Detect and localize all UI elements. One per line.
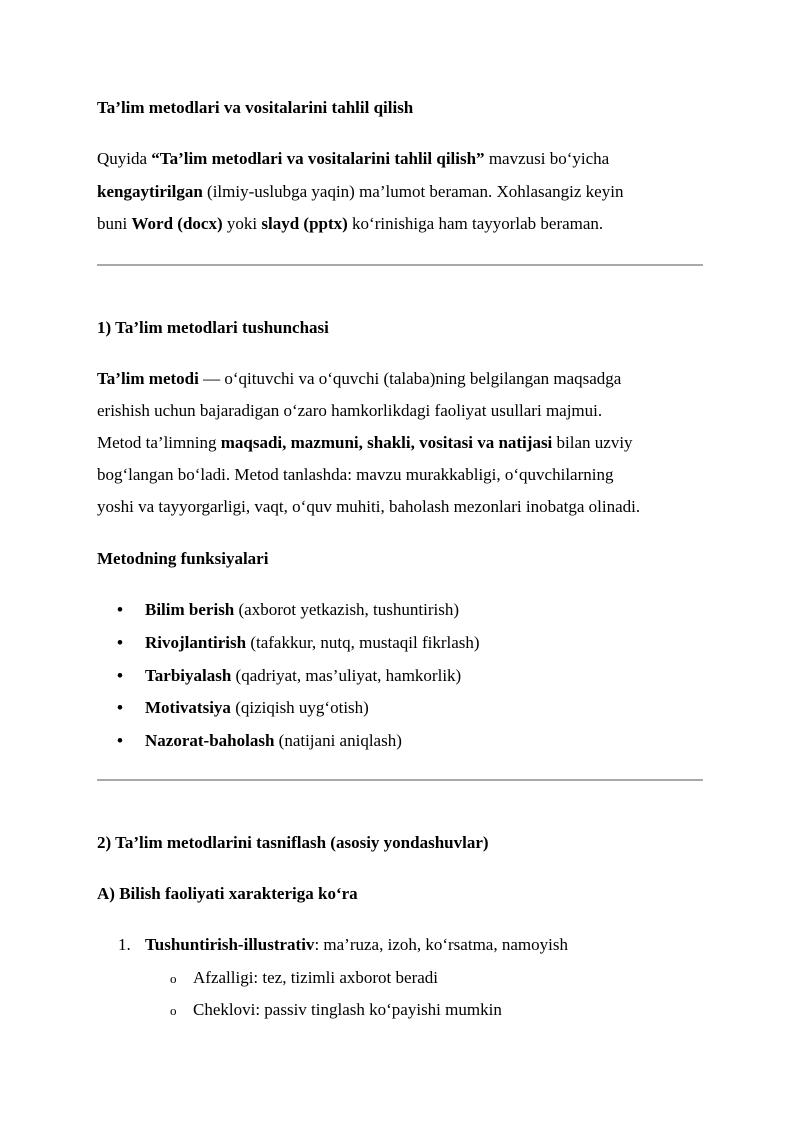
section-2-subheading: A) Bilish faoliyati xarakteriga ko‘ra	[97, 884, 358, 903]
bullet-marker: •	[117, 666, 123, 685]
bullet-marker: •	[117, 633, 123, 652]
section-1-paragraph-line: erishish uchun bajaradigan o‘zaro hamkorlikdagi faoliyat usullari majmui.	[97, 401, 603, 420]
function-desc: (tafakkur, nutq, mustaqil fikrlash)	[246, 633, 480, 652]
paragraph-text: Metod ta’limning	[97, 433, 221, 452]
sub-list-item: Cheklovi: passiv tinglash ko‘payishi mumkin	[193, 1000, 502, 1019]
section-1-paragraph-line: bog‘langan bo‘ladi. Metod tanlashda: mavzu murakkabligi, o‘quvchilarning	[97, 465, 614, 484]
intro-format-word: Word (docx)	[131, 214, 223, 233]
intro-line-2	[97, 181, 623, 203]
list-number: 1.	[118, 935, 131, 954]
sub-bullet-marker: o	[170, 1003, 177, 1018]
intro-format-pptx: slayd (pptx)	[261, 214, 348, 233]
intro-text: yoki	[222, 214, 262, 233]
function-term: Motivatsiya	[145, 698, 231, 717]
list-item	[145, 599, 459, 621]
section-1-paragraph-line: yoshi va tayyorgarligi, vaqt, o‘quv muhiti, baholash mezonlari inobatga olinadi.	[97, 497, 641, 516]
list-item	[145, 632, 480, 654]
function-desc: (axborot yetkazish, tushuntirish)	[234, 600, 460, 619]
intro-text: buni	[97, 214, 132, 233]
intro-text: (ilmiy-uslubga yaqin) ma’lumot beraman. Xohlasangiz keyin	[202, 182, 624, 201]
section-1-paragraph-line	[97, 432, 633, 454]
method-desc: : ma’ruza, izoh, ko‘rsatma, namoyish	[314, 935, 568, 954]
section-2-heading: 2) Ta’lim metodlarini tasniflash (asosiy yondashuvlar)	[97, 833, 489, 852]
horizontal-divider	[97, 264, 703, 266]
list-item	[145, 665, 461, 687]
definition-text: — o‘qituvchi va o‘quvchi (talaba)ning belgilangan maqsadga	[198, 369, 622, 388]
bullet-marker: •	[117, 600, 123, 619]
intro-emphasis: kengaytirilgan	[97, 182, 203, 201]
intro-text: ko‘rinishiga ham tayyorlab beraman.	[347, 214, 604, 233]
horizontal-divider	[97, 779, 703, 781]
bullet-marker: •	[117, 698, 123, 717]
function-desc: (qiziqish uyg‘otish)	[230, 698, 369, 717]
functions-heading: Metodning funksiyalari	[97, 549, 269, 568]
definition-term: Ta’lim metodi	[97, 369, 199, 388]
function-desc: (natijani aniqlash)	[274, 731, 402, 750]
list-item	[145, 934, 568, 956]
intro-line-3	[97, 213, 603, 235]
function-term: Bilim berish	[145, 600, 235, 619]
sub-list-item: Afzalligi: tez, tizimli axborot beradi	[193, 968, 438, 987]
intro-line-1	[97, 148, 609, 170]
function-term: Nazorat-baholash	[145, 731, 275, 750]
sub-bullet-marker: o	[170, 971, 177, 986]
list-item	[145, 697, 369, 719]
document-title: Ta’lim metodlari va vositalarini tahlil qilish	[97, 98, 414, 117]
function-term: Rivojlantirish	[145, 633, 247, 652]
paragraph-text: bilan uzviy	[552, 433, 633, 452]
function-desc: (qadriyat, mas’uliyat, hamkorlik)	[231, 666, 462, 685]
function-term: Tarbiyalash	[145, 666, 232, 685]
method-term: Tushuntirish-illustrativ	[145, 935, 315, 954]
intro-text: Quyida	[97, 149, 152, 168]
section-1-heading: 1) Ta’lim metodlari tushunchasi	[97, 318, 329, 337]
section-1-paragraph-line	[97, 368, 621, 390]
intro-text: mavzusi bo‘yicha	[484, 149, 610, 168]
paragraph-emphasis: maqsadi, mazmuni, shakli, vositasi va natijasi	[220, 433, 553, 452]
intro-topic: “Ta’lim metodlari va vositalarini tahlil qilish”	[151, 149, 485, 168]
list-item	[145, 730, 402, 752]
bullet-marker: •	[117, 731, 123, 750]
